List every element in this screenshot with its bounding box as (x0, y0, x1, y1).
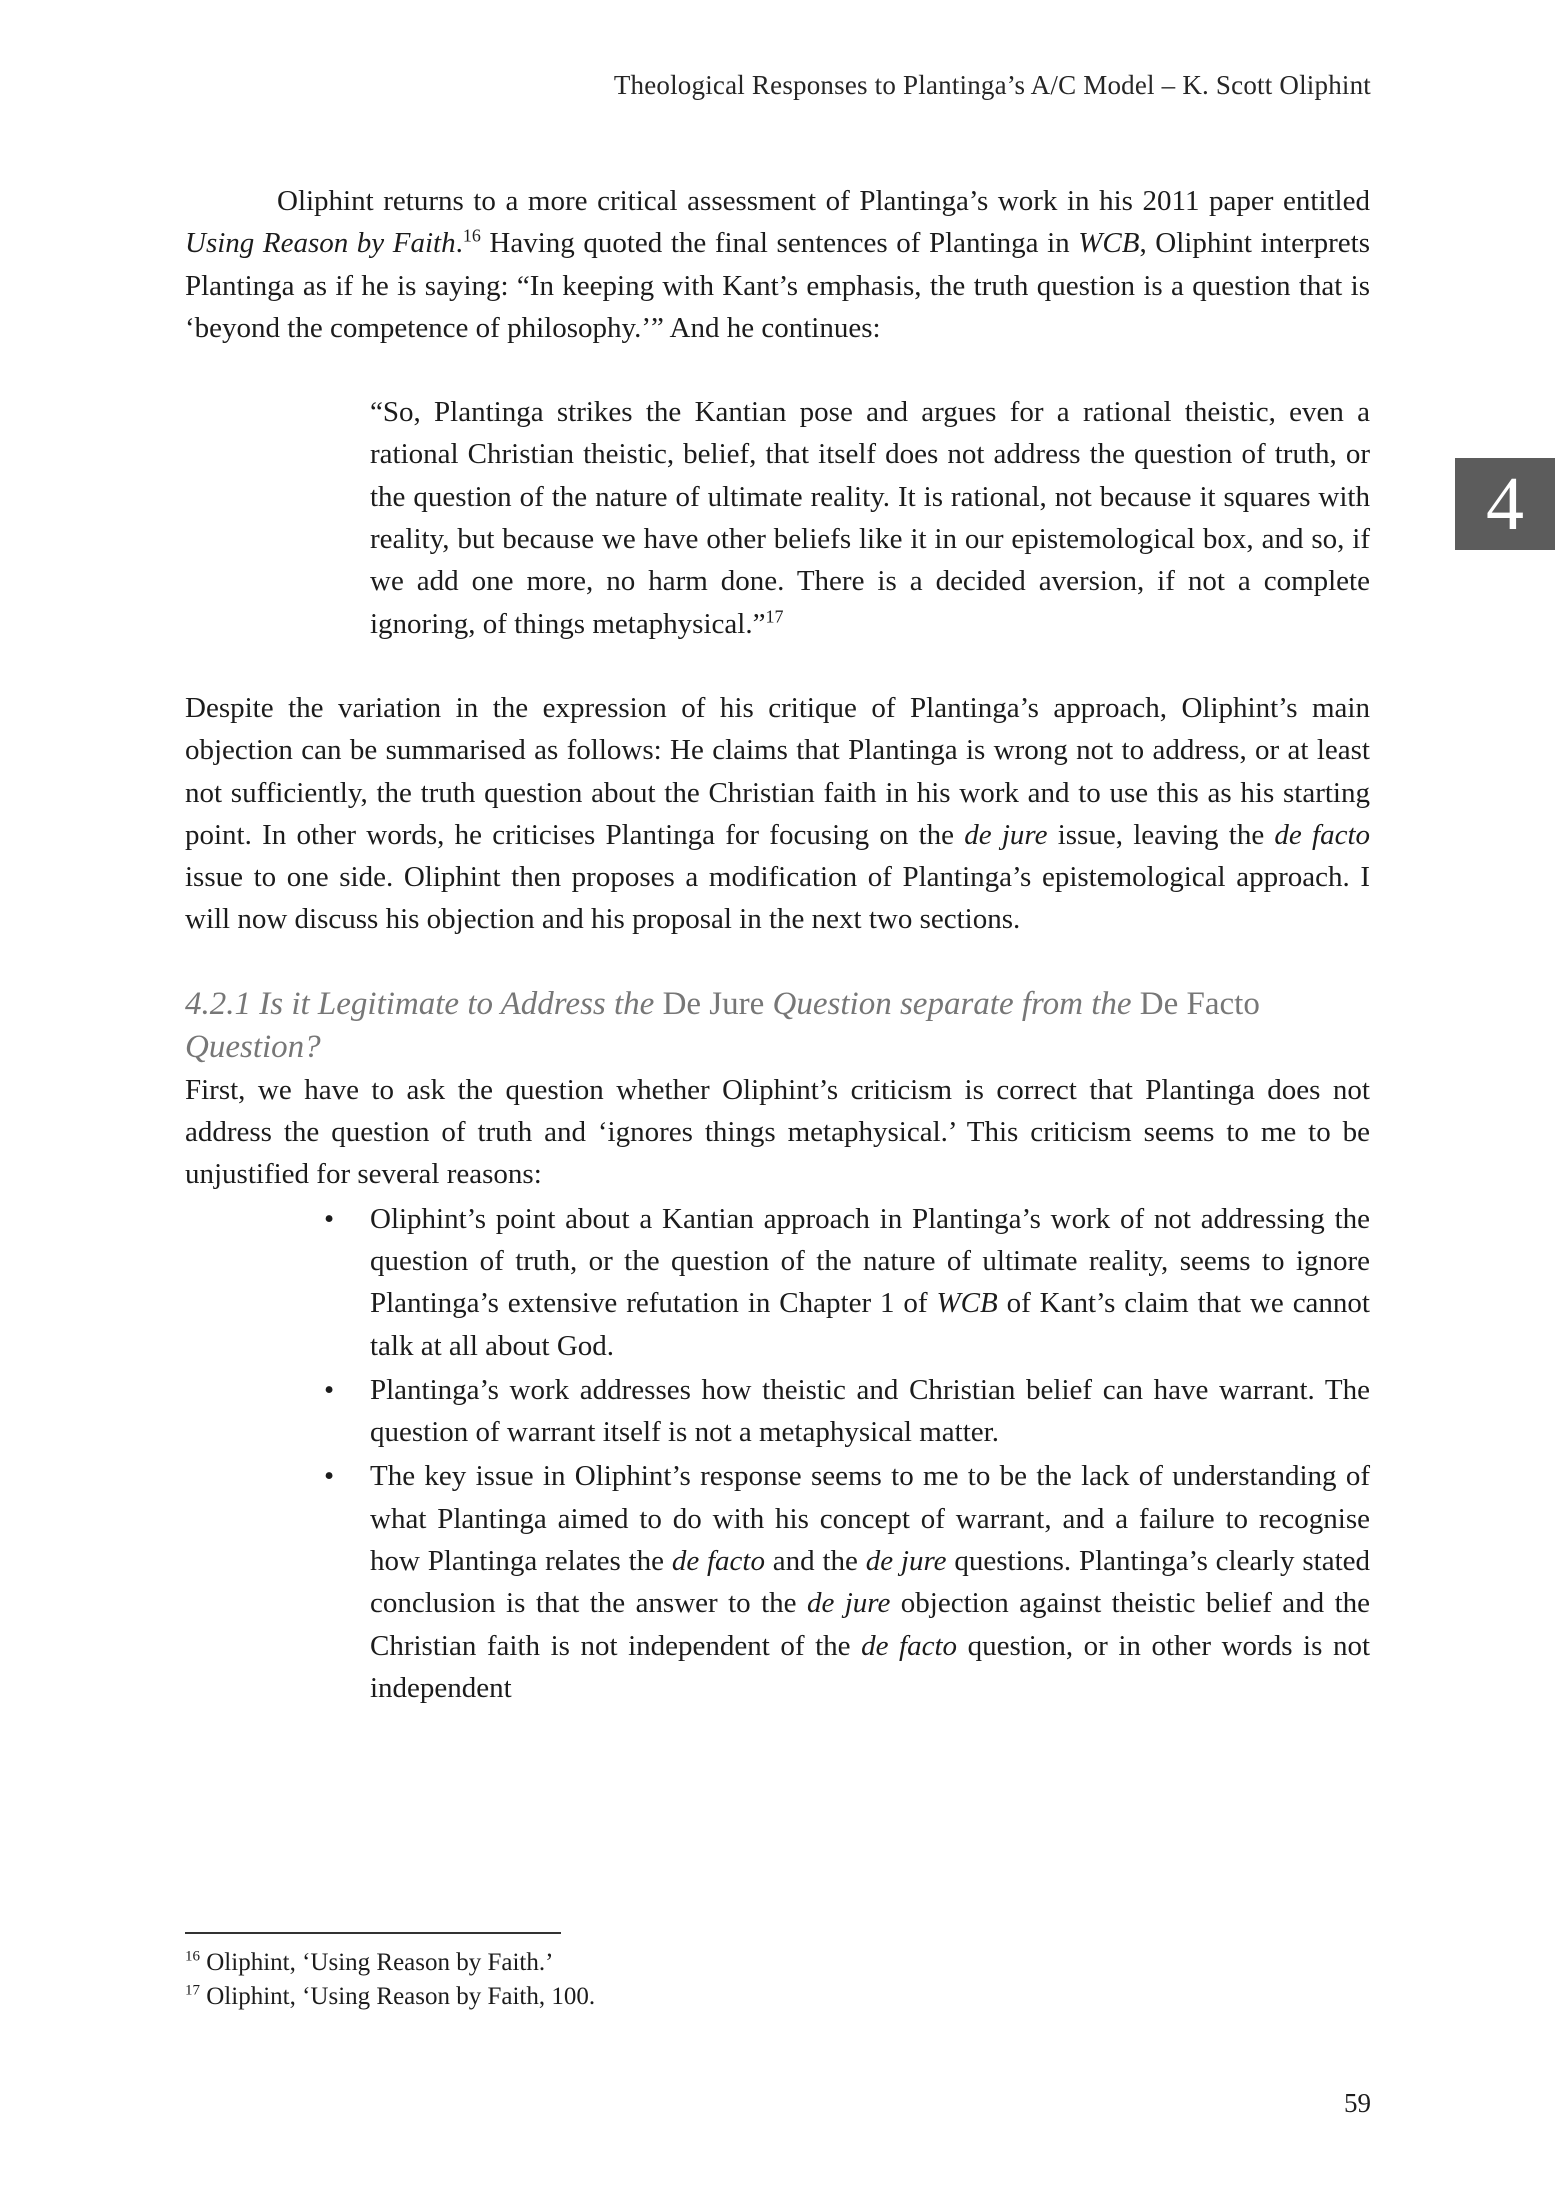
main-text (185, 180, 1370, 1709)
list-item: • Plantinga’s work addresses how theistic and Christian belief can have warrant. The question of warrant itself is not a metaphysical matter. (370, 1369, 1370, 1454)
chapter-tab: 4 (1455, 458, 1555, 550)
footnotes (185, 1946, 595, 2014)
bullet-list (185, 1198, 1370, 1710)
bullet-icon: • (324, 1460, 335, 1493)
footnote-divider (185, 1932, 561, 1934)
block-quote: “So, Plantinga strikes the Kantian pose and argues for a rational theistic, even a rational Christian theistic, belief, that itself does not address the question of truth, or the question of the nature of ultimate reality. It is rational, not because it squares with reality, but because we have other beliefs like it in our epistemological box, and so, if we add one more, no harm done. There is a decided aversion, if not a complete ignoring, of things metaphysical.”$^{17}$ (370, 396, 1370, 640)
paragraph-1: Oliphint returns to a more critical assessment of Plantinga’s work in his 2011 paper entitled Using Reason by Faith.$^{16}$ Having quoted the final sentences of Plantinga in WCB, Oliphint interprets Plantinga as if he is saying: “In keeping with Kant’s emphasis, the truth question is a question that is ‘beyond the competence of philosophy.’” And he continues: (185, 185, 1371, 344)
page-number: 59 (1344, 2088, 1371, 2118)
paragraph-2: Despite the variation in the expression of his critique of Plantinga’s approach, Oliphint’s main objection can be summarised as follows: He claims that Plantinga is wrong not to address, or at least not sufficiently, the truth question about the Christian faith in his work and to use this as his starting point. In other words, he criticises Plantinga for focusing on the de jure issue, leaving the de facto issue to one side. Oliphint then proposes a modification of Plantinga’s epistemological approach. I will now discuss his objection and his proposal in the next two sections. (185, 691, 1370, 936)
running-header: Theological Responses to Plantinga’s A/C Model – K. Scott Oliphint (613, 70, 1371, 100)
section-heading: 4.2.1 Is it Legitimate to Address the De Jure Question separate from the De Facto Question? (185, 985, 1260, 1065)
footnote-16: $^{16}$ Oliphint, ‘Using Reason by Faith.’ (185, 1948, 554, 1976)
list-item: • Oliphint’s point about a Kantian approach in Plantinga’s work of not addressing the question of truth, or the question of the nature of ultimate reality, seems to ignore Plantinga’s extensive refutation in Chapter 1 of WCB of Kant’s claim that we cannot talk at all about God. (370, 1198, 1370, 1367)
bullet-icon: • (324, 1202, 335, 1235)
paragraph-3: First, we have to ask the question whether Oliphint’s criticism is correct that Plantinga does not address the question of truth and ‘ignores things metaphysical.’ This criticism seems to me to be unjustified for several reasons: (185, 1073, 1370, 1191)
footnote-17: $^{17}$ Oliphint, ‘Using Reason by Faith, 100. (185, 1982, 596, 2010)
footnote-ref-17[interactable]: 17 (765, 606, 784, 627)
footnote-ref-16[interactable]: 16 (462, 225, 481, 246)
bullet-icon: • (324, 1373, 335, 1406)
list-item: • The key issue in Oliphint’s response seems to me to be the lack of understanding of what Plantinga aimed to do with his concept of warrant, and a failure to recognise how Plantinga relates the de facto and the de jure questions. Plantinga’s clearly stated conclusion is that the answer to the de jure objection against theistic belief and the Christian faith is not independent of the de facto question, or in other words is not independent (370, 1455, 1370, 1709)
